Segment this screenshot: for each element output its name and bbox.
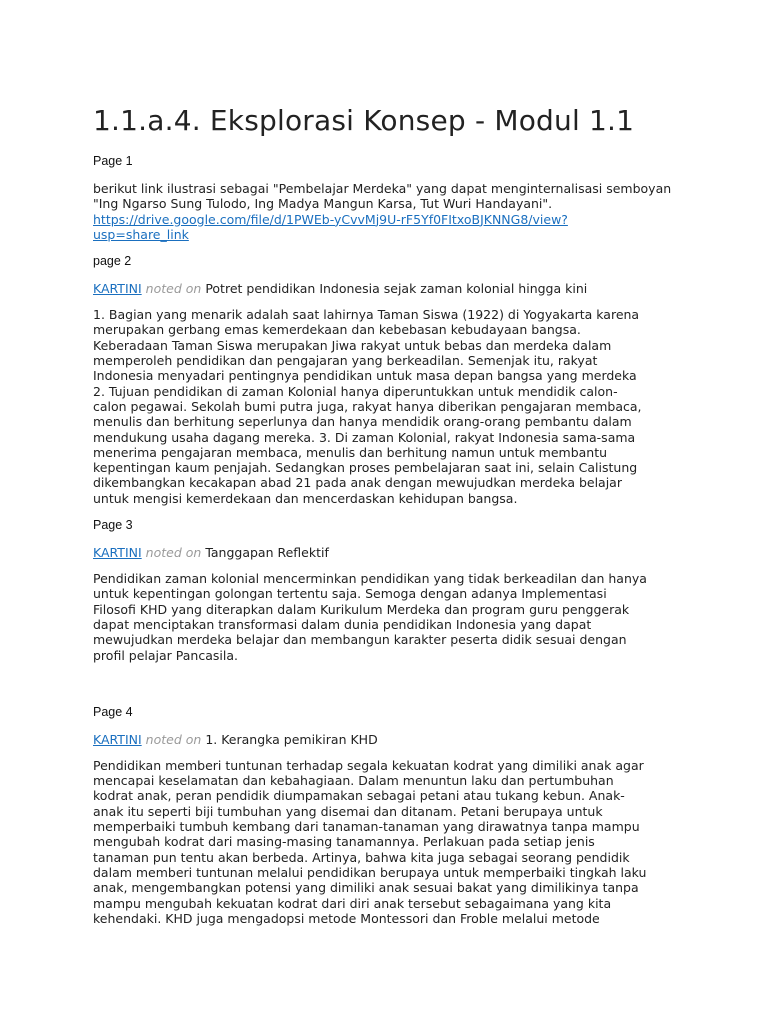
page-label-2: page 2 (93, 254, 132, 269)
note-body-2: 1. Bagian yang menarik adalah saat lahirnya Taman Siswa (1922) di Yogyakarta karena merupakan gerbang emas kemerdekaan dan kebebasan kebudayaan bangsa. Keberadaan Taman Siswa merupakan Jiwa rakyat untuk bebas dan merdeka dalam memperoleh pendidikan dan pengajaran yang berkeadilan. Semenjak itu, rakyat Indonesia menyadari pentingnya pendidikan untuk masa depan bangsa yang merdeka 2. Tujuan pendidikan di zaman Kolonial hanya diperuntukkan untuk mendidik calon- calon pegawai. Sekolah bumi putra juga, rakyat hanya diberikan pengajaran membaca, menulis dan berhitung seperlunya dan hanya mendidik orang-orang pembantu dalam mendukung usaha dagang mereka. 3. Di zaman Kolonial, rakyat Indonesia sama-sama menerima pengajaran membaca, menulis dan berhitung namun untuk membantu kepentingan kaum penjajah. Sedangkan proses pembelajaran saat ini, selain Calistung dikembangkan kecakapan abad 21 pada anak dengan mewujudkan merdeka belajar untuk mengisi kemerdekaan dan mencerdaskan kehidupan bangsa. (93, 307, 642, 506)
noted-on-label: noted on (145, 281, 202, 297)
drive-link-line-2: usp=share_link (93, 226, 189, 242)
note-title: 1. Kerangka pemikiran KHD (205, 731, 378, 747)
note-body-4: Pendidikan memberi tuntunan terhadap segala kekuatan kodrat yang dimiliki anak agar mencapai keselamatan dan kebahagiaan. Dalam menuntun laku dan pertumbuhan kodrat anak, peran pendidik diumpamakan sebagai petani atau tukang kebun. Anak- anak itu seperti biji tumbuhan yang disemai dan ditanam. Petani berupaya untuk memperbaiki tumbuh kembang dari tanaman-tanaman yang dirawatnya tanpa mampu mengubah kodrat dari masing-masing tanamannya. Perlakuan pada setiap jenis tanaman pun tentu akan berbeda. Artinya, bahwa kita juga sebagai seorang pendidik dalam memberi tuntunan melalui pendidikan berupaya untuk memperbaiki tingkah laku anak, mengembangkan potensi yang dimiliki anak sesuai bakat yang dimilikinya tanpa mampu mengubah kekuatan kodrat dari diri anak tersebut sebagaimana yang kita kehendaki. KHD juga mengadopsi metode Montessori dan Froble melalui metode (93, 757, 647, 926)
author-link[interactable]: KARTINI (93, 731, 142, 747)
note-title: Tanggapan Reflektif (205, 545, 329, 561)
note-body-3: Pendidikan zaman kolonial mencerminkan pendidikan yang tidak berkeadilan dan hanya untuk kepentingan golongan tertentu saja. Semoga dengan adanya Implementasi Filosofi KHD yang diterapkan dalam Kurikulum Merdeka dan program guru penggerak dapat menciptakan transformasi dalam dunia pendidikan Indonesia yang dapat mewujudkan merdeka belajar dan membangun karakter peserta didik sesuai dengan profil pelajar Pancasila. (93, 571, 647, 663)
note-header-3 (93, 545, 688, 561)
page-1-text (93, 181, 688, 242)
note-header-2 (93, 281, 688, 297)
author-link[interactable]: KARTINI (93, 281, 142, 297)
noted-on-label: noted on (145, 731, 202, 747)
note-header-4 (93, 732, 688, 748)
section-spacer (93, 674, 688, 704)
page-label-3: Page 3 (93, 518, 133, 533)
drive-link-line-1: https://drive.google.com/file/d/1PWEb-yCvvMj9U-rF5Yf0FItxoBJKNNG8/view? (93, 211, 568, 227)
drive-link[interactable] (93, 212, 568, 242)
noted-on-label: noted on (145, 545, 202, 561)
note-title: Potret pendidikan Indonesia sejak zaman kolonial hingga kini (205, 281, 588, 297)
author-link[interactable]: KARTINI (93, 545, 142, 561)
page-1-intro: berikut link ilustrasi sebagai "Pembelajar Merdeka" yang dapat menginternalisasi semboyan "Ing Ngarso Sung Tulodo, Ing Madya Mangun Karsa, Tut Wuri Handayani". (93, 181, 672, 212)
page-label-4: Page 4 (93, 704, 133, 719)
document-title: 1.1.a.4. Eksplorasi Konsep - Modul 1.1 (93, 104, 635, 137)
page-label-1: Page 1 (93, 154, 133, 168)
